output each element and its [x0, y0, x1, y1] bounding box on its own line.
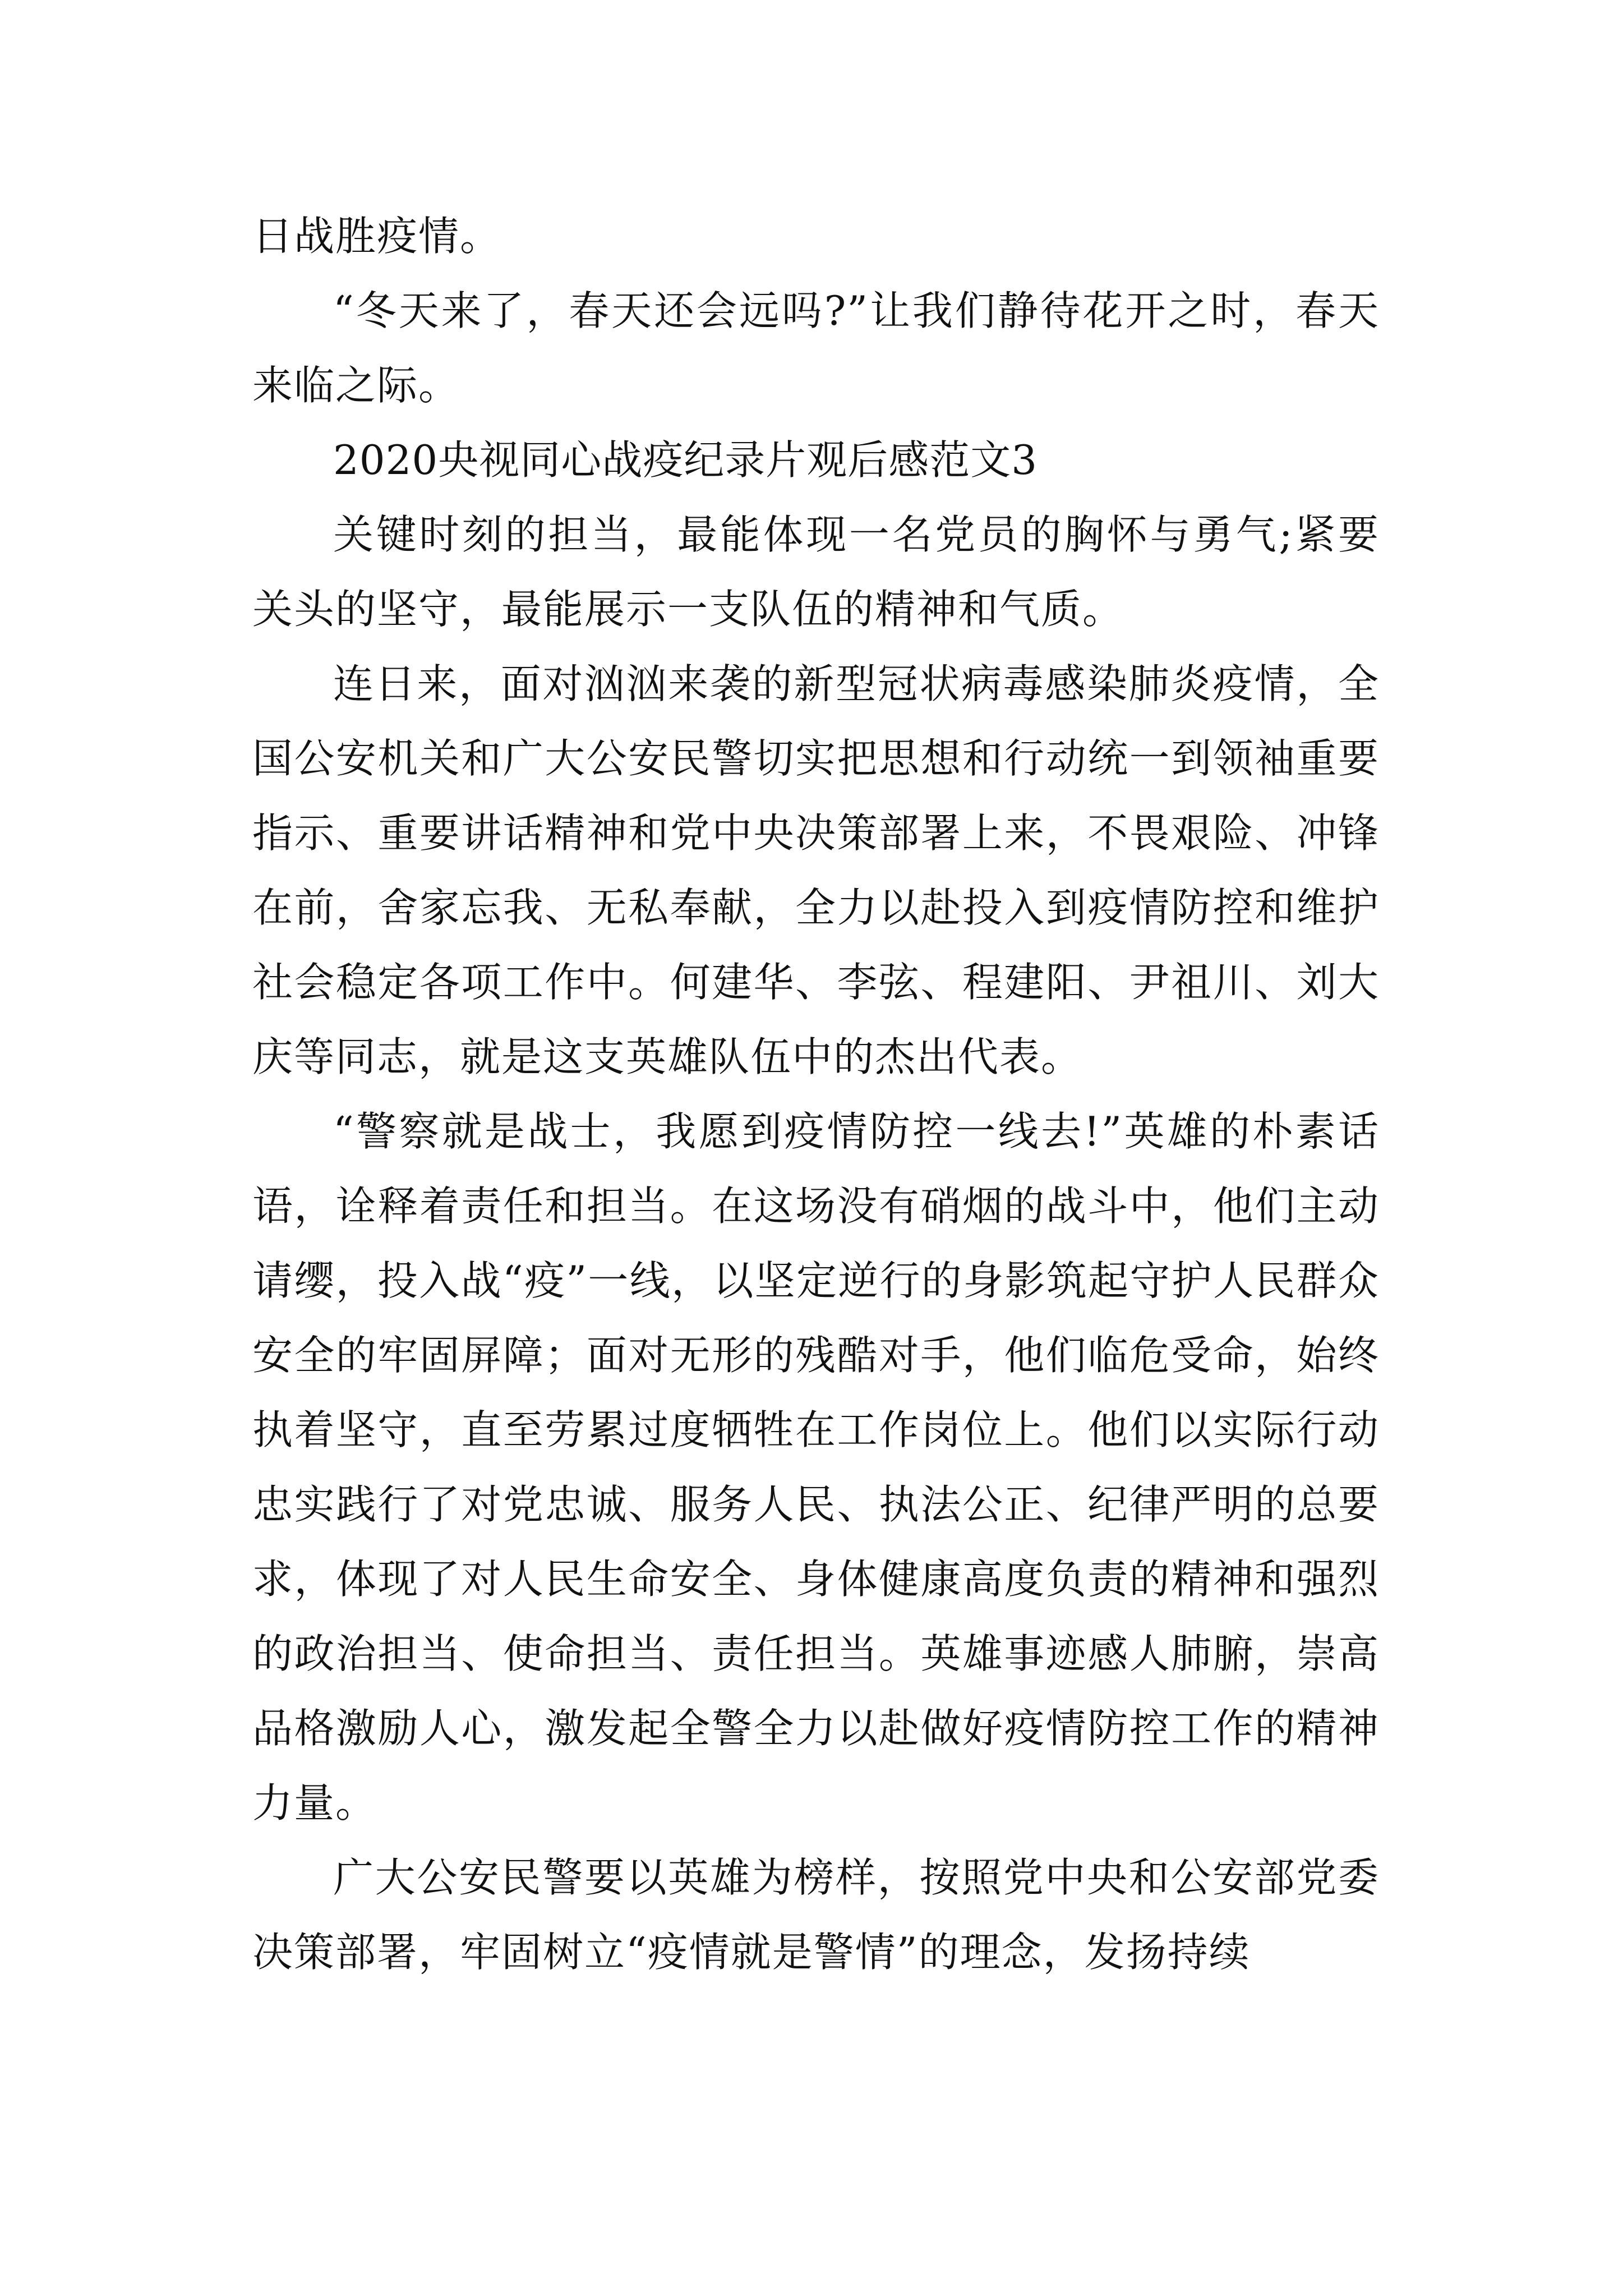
- paragraph-1: 日战胜疫情。: [252, 213, 502, 260]
- paragraph-4: 连日来，面对汹汹来袭的新型冠状病毒感染肺炎疫情，全国公安机关和广大公安民警切实把思想和行动统一到领袖重要指示、重要讲话精神和党中央决策部署上来，不畏艰险、冲锋在前，舍家忘我、无私奉献，全力以赴投入到疫情防控和维护社会稳定各项工作中。何建华、李弦、程建阳、尹祖川、刘大庆等同志，就是这支英雄队伍中的杰出代表。: [252, 660, 1380, 1080]
- paragraph-3: 关键时刻的担当，最能体现一名党员的胸怀与勇气;紧要关头的坚守，最能展示一支队伍的精神和气质。: [252, 511, 1380, 633]
- paragraph-5: “警察就是战士，我愿到疫情防控一线去!”英雄的朴素话语，诠释着责任和担当。在这场没有硝烟的战斗中，他们主动请缨，投入战“疫”一线，以坚定逆行的身影筑起守护人民群众安全的牢固屏障；面对无形的残酷对手，他们临危受命，始终执着坚守，直至劳累过度牺牲在工作岗位上。他们以实际行动忠实践行了对党忠诚、服务人民、执法公正、纪律严明的总要求，体现了对人民生命安全、身体健康高度负责的精神和强烈的政治担当、使命担当、责任担当。英雄事迹感人肺腑，崇高品格激励人心，激发起全警全力以赴做好疫情防控工作的精神力量。: [252, 1108, 1380, 1826]
- paragraph-2: “冬天来了，春天还会远吗?”让我们静待花开之时，春天来临之际。: [252, 287, 1380, 409]
- section-heading: 2020央视同心战疫纪录片观后感范文3: [333, 436, 1038, 484]
- document-body: [252, 199, 1380, 1990]
- paragraph-6: 广大公安民警要以英雄为榜样，按照党中央和公安部党委决策部署，牢固树立“疫情就是警情”的理念，发扬持续: [252, 1854, 1380, 1976]
